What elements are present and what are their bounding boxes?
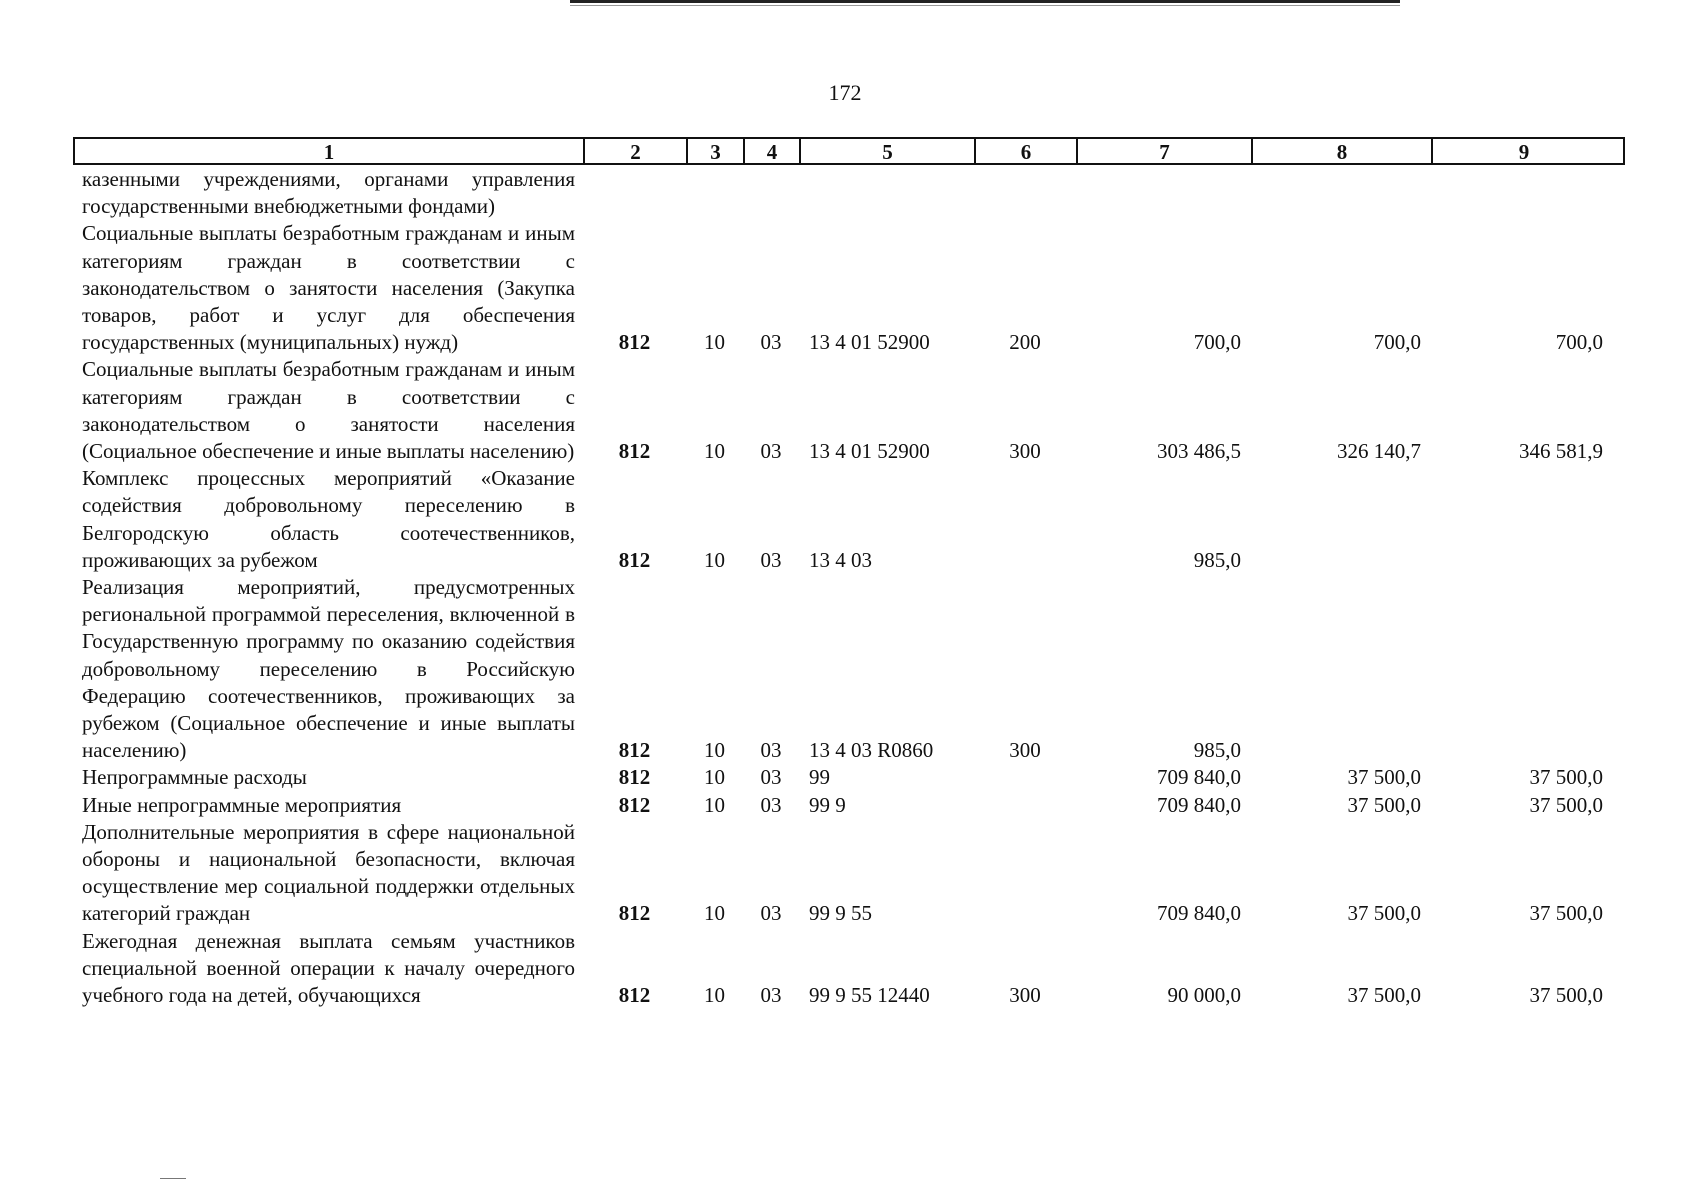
row-description: Комплекс процессных мероприятий «Оказание содействия добровольному переселению в Белгородскую область соотечественников, проживающих за рубежом <box>82 466 575 572</box>
table-body <box>73 166 1625 1009</box>
scan-mark <box>160 1178 186 1179</box>
row-description: Социальные выплаты безработным гражданам и иным категориям граждан в соответствии с законодательством о занятости населения (Закупка товаров, работ и услуг для обеспечения государственных (муниципальных) нужд) <box>82 221 575 355</box>
col-8-value: 37 500,0 <box>1347 901 1421 926</box>
col-4-value: 03 <box>760 765 782 790</box>
col-5-value: 99 9 55 12440 <box>809 983 930 1008</box>
table-row <box>73 819 1625 928</box>
col-8-value: 37 500,0 <box>1347 765 1421 790</box>
col-4-value: 03 <box>760 983 782 1008</box>
col-2-value: 812 <box>618 439 651 464</box>
page-number: 172 <box>828 80 862 105</box>
table-row <box>73 220 1625 356</box>
col-5-value: 13 4 01 52900 <box>809 439 930 464</box>
header-cell-9: 9 <box>1518 140 1530 164</box>
col-3-value: 10 <box>704 983 725 1008</box>
header-cell-4: 4 <box>745 139 801 163</box>
col-9-value: 37 500,0 <box>1529 901 1603 926</box>
col-6-value: 300 <box>1009 983 1041 1008</box>
row-description: Ежегодная денежная выплата семьям участников специальной военной операции к началу очередного учебного года на детей, обучающихся <box>82 928 575 1008</box>
col-7-value: 709 840,0 <box>1157 792 1241 817</box>
col-4-value: 03 <box>760 792 782 817</box>
col-2-value: 812 <box>618 792 651 817</box>
col-3-value: 10 <box>704 738 725 763</box>
header-cell-6: 6 <box>976 139 1078 163</box>
row-description: Реализация мероприятий, предусмотренных региональной программой переселения, включенной в Государственную программу по оказанию содействия добровольному переселению в Российскую Федерацию соотечественников, проживающих за рубежом (Социальное обеспечение и иные выплаты населению) <box>82 575 575 763</box>
col-3-value: 10 <box>704 439 725 464</box>
table-row <box>73 928 1625 1010</box>
col-3-value: 10 <box>704 330 725 355</box>
col-9-value: 37 500,0 <box>1529 792 1603 817</box>
row-description: Непрограммные расходы <box>82 765 307 790</box>
col-6-value: 300 <box>1009 439 1041 464</box>
table-row <box>73 465 1625 574</box>
table-header <box>73 137 1625 165</box>
col-9-value: 37 500,0 <box>1529 765 1603 790</box>
header-cell-2: 2 <box>585 139 688 163</box>
col-4-value: 03 <box>760 439 782 464</box>
col-3-value: 10 <box>704 547 725 572</box>
row-description: Иные непрограммные мероприятия <box>82 792 402 817</box>
col-8-value: 700,0 <box>1373 330 1421 355</box>
header-cell-8: 8 <box>1253 139 1433 163</box>
top-rule <box>570 0 1400 3</box>
header-cell-5: 5 <box>801 139 976 163</box>
col-7-value: 985,0 <box>1193 547 1241 572</box>
col-5-value: 99 9 <box>809 792 846 817</box>
col-4-value: 03 <box>760 901 782 926</box>
col-5-value: 99 9 55 <box>809 901 872 926</box>
col-6-value: 300 <box>1009 738 1041 763</box>
col-2-value: 812 <box>618 547 651 572</box>
col-4-value: 03 <box>760 330 782 355</box>
top-rule-thin <box>570 5 1400 6</box>
col-7-value: 90 000,0 <box>1167 983 1241 1008</box>
header-cell-7: 7 <box>1078 139 1253 163</box>
col-2-value: 812 <box>618 983 651 1008</box>
header-cell-3: 3 <box>688 139 745 163</box>
col-2-value: 812 <box>618 330 651 355</box>
col-7-value: 709 840,0 <box>1157 765 1241 790</box>
col-2-value: 812 <box>618 738 651 763</box>
col-5-value: 13 4 03 <box>809 547 872 572</box>
table-row <box>73 166 1625 220</box>
col-2-value: 812 <box>618 901 651 926</box>
col-4-value: 03 <box>760 547 782 572</box>
table-row <box>73 764 1625 791</box>
col-6-value: 200 <box>1009 330 1041 355</box>
col-4-value: 03 <box>760 738 782 763</box>
col-9-value: 346 581,9 <box>1519 439 1603 464</box>
col-5-value: 99 <box>809 765 830 790</box>
table-row <box>73 792 1625 819</box>
col-3-value: 10 <box>704 901 725 926</box>
col-5-value: 13 4 03 R0860 <box>809 738 934 763</box>
row-description: Социальные выплаты безработным гражданам и иным категориям граждан в соответствии с законодательством о занятости населения (Социальное обеспечение и иные выплаты населению) <box>82 357 575 464</box>
col-8-value: 326 140,7 <box>1337 439 1421 464</box>
col-5-value: 13 4 01 52900 <box>809 330 930 355</box>
row-description: Дополнительные мероприятия в сфере национальной обороны и национальной безопасности, включая осуществление мер социальной поддержки отдельных категорий граждан <box>82 819 575 926</box>
col-9-value: 700,0 <box>1555 330 1603 355</box>
col-3-value: 10 <box>704 792 725 817</box>
col-7-value: 709 840,0 <box>1157 901 1241 926</box>
col-9-value: 37 500,0 <box>1529 983 1603 1008</box>
col-7-value: 700,0 <box>1193 330 1241 355</box>
col-3-value: 10 <box>704 765 725 790</box>
col-8-value: 37 500,0 <box>1347 983 1421 1008</box>
col-7-value: 985,0 <box>1193 738 1241 763</box>
table-row <box>73 574 1625 764</box>
col-7-value: 303 486,5 <box>1157 439 1241 464</box>
table-row <box>73 356 1625 465</box>
header-cell-1: 1 <box>75 139 585 163</box>
col-8-value: 37 500,0 <box>1347 792 1421 817</box>
row-description: казенными учреждениями, органами управления государственными внебюджетными фондами) <box>82 167 575 219</box>
col-2-value: 812 <box>618 765 651 790</box>
